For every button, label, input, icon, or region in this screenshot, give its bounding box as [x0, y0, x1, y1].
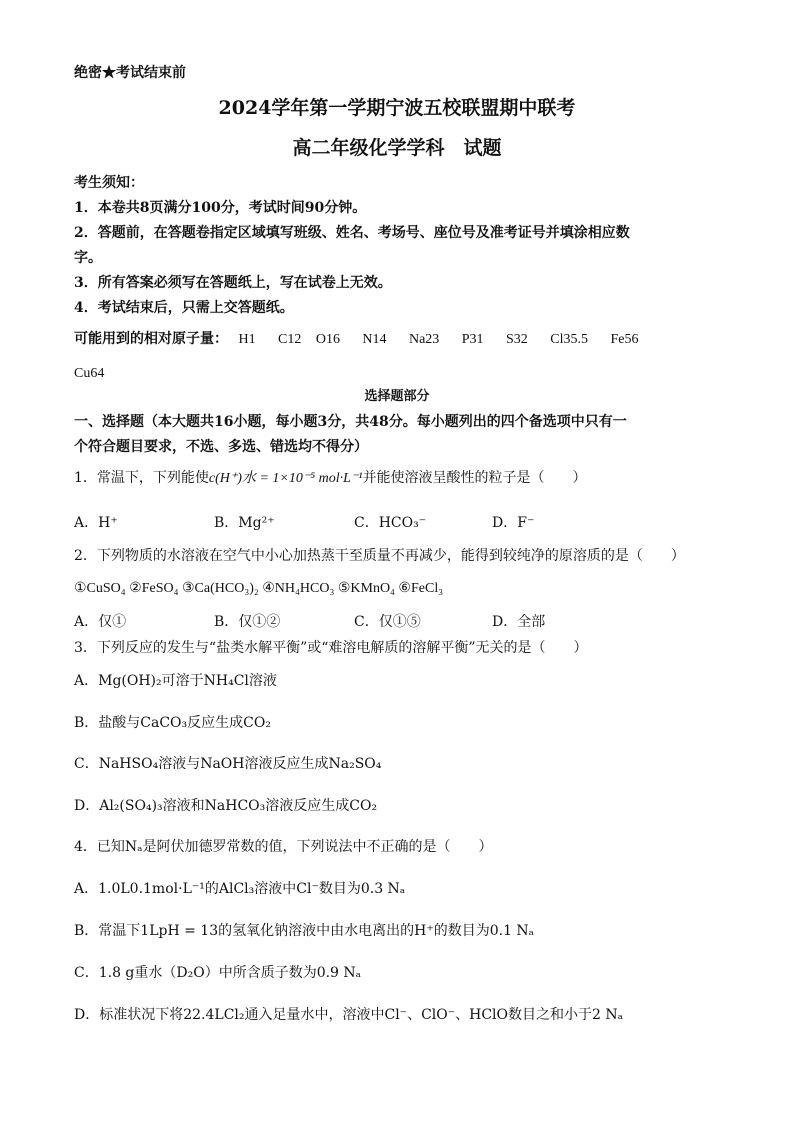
- question-1-stem: [74, 469, 586, 488]
- question-4-stem: 4．已知Nₐ是阿伏加德罗常数的值，下列说法中不正确的是（ ）: [74, 839, 493, 855]
- exam-title: 2024学年第一学期宁波五校联盟期中联考: [218, 97, 576, 119]
- exam-subtitle: 高二年级化学学科 试题: [292, 137, 502, 159]
- q3-option-c: C．NaHSO₄溶液与NaOH溶液反应生成Na₂SO₄: [74, 756, 382, 772]
- atomic-mass: C12: [278, 332, 302, 347]
- q2-option-b: B．仅①②: [214, 614, 281, 630]
- atomic-mass: S32: [506, 332, 528, 347]
- q4-option-d: D．标准状况下将22.4LCl₂通入足量水中，溶液中Cl⁻、ClO⁻、HClO数目之和小于2 Nₐ: [74, 1007, 624, 1023]
- atomic-mass: H1: [238, 332, 256, 347]
- section-desc: 一、选择题（本大题共16小题，每小题3分，共48分。每小题列出的四个备选项中只有一: [74, 414, 627, 430]
- q1-stem-part: 1．常温下，下列能使: [74, 470, 209, 486]
- notice-item: 3．所有答案必须写在答题纸上，写在试卷上无效。: [74, 275, 392, 291]
- atomic-mass: O16: [315, 332, 340, 347]
- question-2-stem: 2．下列物质的水溶液在空气中小心加热蒸干至质量不再减少，能得到较纯净的原溶质的是（ ）: [74, 548, 685, 564]
- q4-option-a: A．1.0L0.1mol·L⁻¹的AlCl₃溶液中Cl⁻数目为0.3 Nₐ: [74, 881, 406, 897]
- q1-option-c: C．HCO₃⁻: [354, 515, 427, 531]
- q2-option-c: C．仅①⑤: [354, 614, 421, 630]
- atomic-masses-label: 可能用到的相对原子量：: [74, 331, 228, 347]
- q2-substances: ①CuSO₄ ②FeSO₄ ③Ca(HCO₃)₂ ④NH₄HCO₃ ⑤KMnO₄ ⑥FeCl₃: [74, 581, 444, 596]
- q4-option-b: B．常温下1LpH = 13的氢氧化钠溶液中由水电离出的H⁺的数目为0.1 Nₐ: [74, 923, 535, 939]
- atomic-mass-wrap: Cu64: [74, 366, 105, 381]
- q4-option-c: C．1.8 g重水（D₂O）中所含质子数为0.9 Nₐ: [74, 965, 362, 981]
- notice-item: 2．答题前，在答题卷指定区域填写班级、姓名、考场号、座位号及准考证号并填涂相应数: [74, 225, 630, 241]
- secret-label: 绝密★考试结束前: [74, 65, 186, 81]
- notice-item: 1．本卷共8页满分100分，考试时间90分钟。: [74, 200, 367, 216]
- atomic-mass: Cl35.5: [550, 332, 588, 347]
- q1-option-b: B．Mg²⁺: [214, 515, 275, 531]
- q1-stem-part: 并能使溶液呈酸性的粒子是（ ）: [362, 470, 587, 486]
- question-3-stem: 3．下列反应的发生与“盐类水解平衡”或“难溶电解质的溶解平衡”无关的是（ ）: [74, 640, 588, 656]
- q3-option-d: D．Al₂(SO₄)₃溶液和NaHCO₃溶液反应生成CO₂: [74, 798, 378, 814]
- q1-option-a: A．H⁺: [74, 515, 118, 531]
- section-desc: 个符合题目要求，不选、多选、错选均不得分）: [74, 439, 368, 455]
- q3-option-b: B．盐酸与CaCO₃反应生成CO₂: [74, 715, 271, 731]
- section-title: 选择题部分: [364, 389, 430, 404]
- q1-stem-expr: c(H⁺)水 = 1×10⁻⁵ mol·L⁻¹: [208, 471, 363, 486]
- q3-option-a: A．Mg(OH)₂可溶于NH₄Cl溶液: [74, 673, 277, 689]
- atomic-mass: P31: [461, 332, 484, 347]
- atomic-mass: Na23: [408, 332, 440, 347]
- notice-item: 字。: [74, 250, 102, 266]
- q2-option-d: D．全部: [492, 614, 546, 630]
- atomic-mass: N14: [362, 332, 387, 347]
- atomic-mass: Fe56: [610, 332, 639, 347]
- notice-heading: 考生须知：: [74, 175, 144, 191]
- q1-option-d: D．F⁻: [492, 515, 535, 531]
- atomic-masses-row: [74, 330, 638, 349]
- notice-item: 4．考试结束后，只需上交答题纸。: [74, 300, 294, 316]
- q2-option-a: A．仅①: [74, 614, 127, 630]
